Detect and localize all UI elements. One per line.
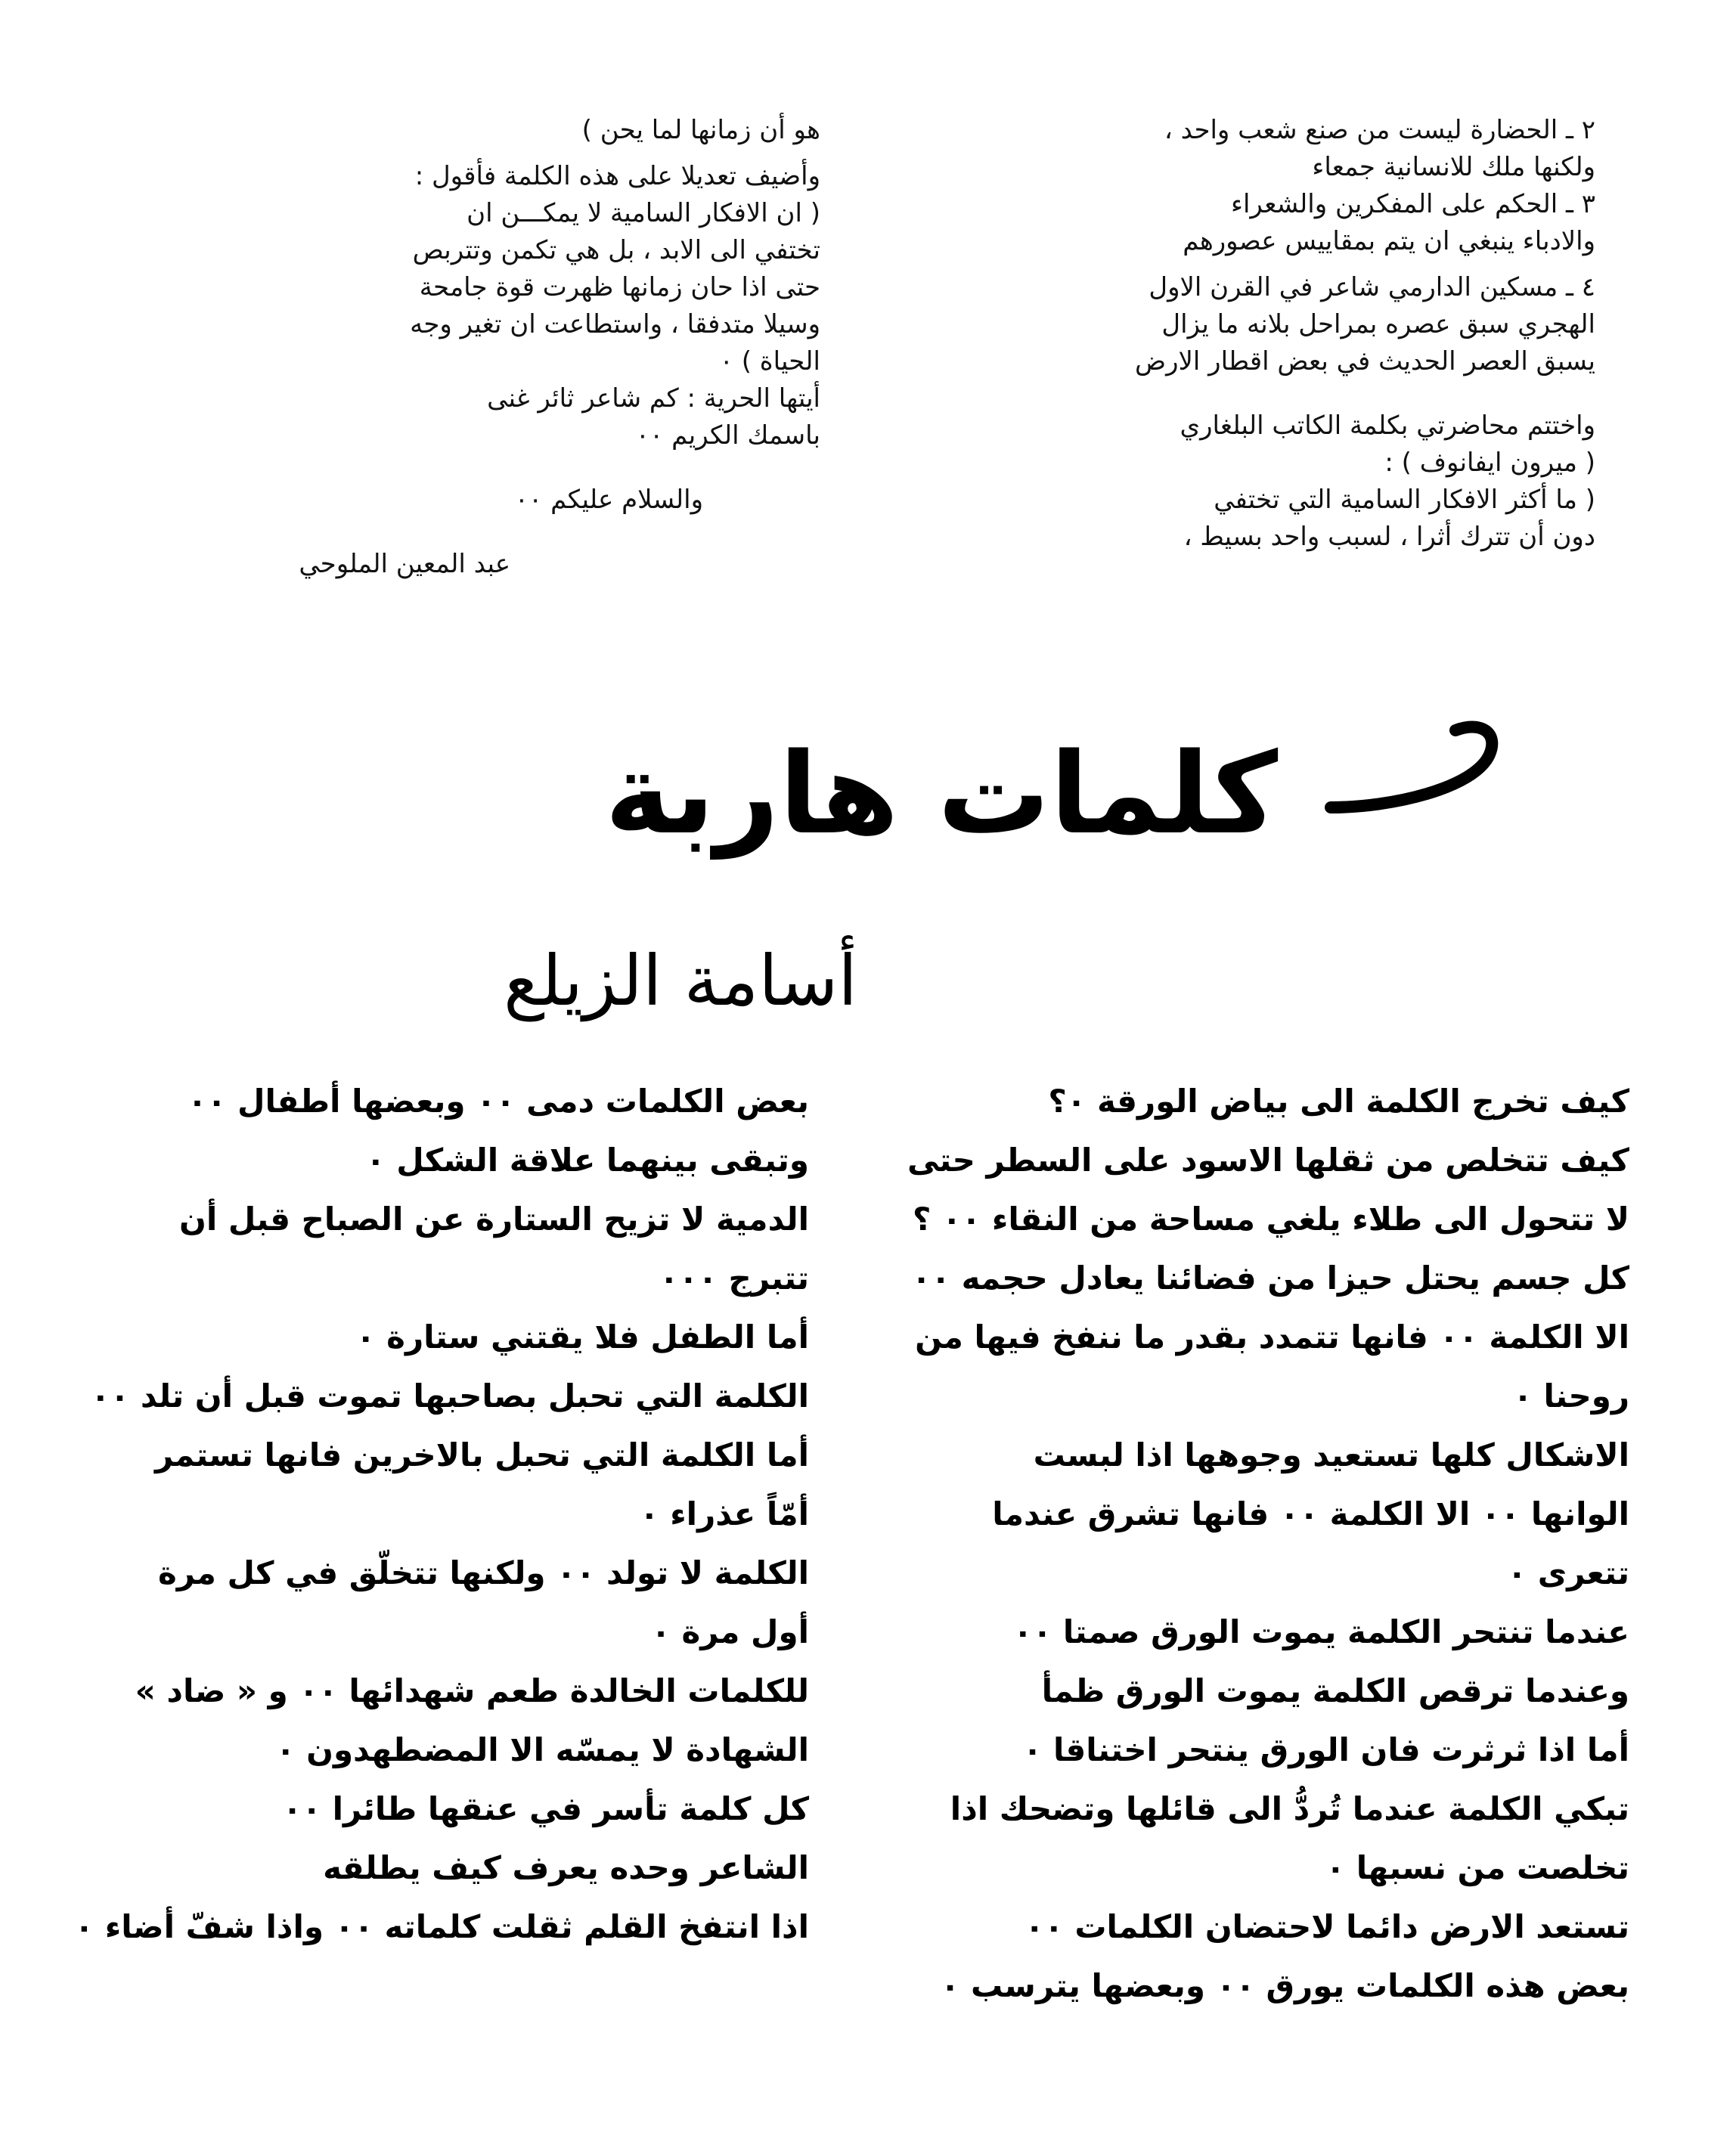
poem-line: وتبقى بينهما علاقة الشكل ٠ bbox=[366, 1142, 809, 1179]
intro-right-line: يسبق العصر الحديث في بعض اقطار الارض bbox=[1135, 346, 1595, 376]
intro-right-line: ولكنها ملك للانسانية جمعاء bbox=[1312, 152, 1595, 182]
intro-left-line: ( ان الافكار السامية لا يمكـــن ان bbox=[467, 198, 820, 228]
poem-line: أول مرة ٠ bbox=[651, 1613, 809, 1650]
signature-name: عبد المعين الملوحي bbox=[299, 549, 510, 579]
poem-line: كل جسم يحتل حيزا من فضائنا يعادل حجمه ٠٠ bbox=[911, 1260, 1629, 1297]
spacer bbox=[911, 260, 1595, 269]
intro-left-line: تختفي الى الابد ، بل هي تكمن وتتربص bbox=[412, 235, 820, 265]
poem-line: كل كلمة تأسر في عنقها طائرا ٠٠ bbox=[282, 1790, 809, 1827]
spacer bbox=[140, 519, 820, 546]
poem-line: عندما تنتحر الكلمة يموت الورق صمتا ٠٠ bbox=[1012, 1613, 1629, 1650]
intro-right-line: ٢ ـ الحضارة ليست من صنع شعب واحد ، bbox=[1164, 115, 1595, 145]
poem-line: لا تتحول الى طلاء يلغي مساحة من النقاء ٠٠ ؟ bbox=[912, 1201, 1629, 1238]
poem-line: الكلمة التي تحبل بصاحبها تموت قبل أن تلد ٠٠ bbox=[91, 1377, 809, 1415]
poem-line: كيف تخرج الكلمة الى بياض الورقة ٠؟ bbox=[1048, 1083, 1629, 1120]
poem-line: أمّاً عذراء ٠ bbox=[639, 1495, 809, 1532]
spacer bbox=[140, 149, 820, 158]
intro-left-line: حتى اذا حان زمانها ظهرت قوة جامحة bbox=[419, 272, 820, 302]
intro-right-line: ( ميرون ايفانوف ) : bbox=[1384, 448, 1595, 478]
intro-left-column bbox=[140, 112, 820, 583]
poem-line: الاشكال كلها تستعيد وجوهها اذا لبست bbox=[1033, 1436, 1629, 1473]
poem-line: الوانها ٠٠ الا الكلمة ٠٠ فانها تشرق عندما bbox=[992, 1495, 1629, 1532]
poem-line: بعض هذه الكلمات يورق ٠٠ وبعضها يترسب ٠ bbox=[940, 1967, 1629, 2004]
poem-line: روحنا ٠ bbox=[1513, 1377, 1629, 1415]
intro-left-line: أيتها الحرية : كم شاعر ثائر غنى bbox=[487, 383, 820, 414]
intro-left-line: باسمك الكريم ٠٠ bbox=[635, 420, 820, 451]
spacer bbox=[911, 380, 1595, 407]
poem-line: الكلمة لا تولد ٠٠ ولكنها تتخلّق في كل مرة bbox=[158, 1554, 809, 1591]
article-title: كلمات هاربة bbox=[604, 729, 1279, 859]
poem-line: الدمية لا تزيح الستارة عن الصباح قبل أن bbox=[178, 1201, 809, 1238]
poem-line: الشاعر وحده يعرف كيف يطلقه bbox=[323, 1849, 809, 1886]
intro-left-line: هو أن زمانها لما يحن ) bbox=[581, 115, 820, 145]
intro-right-line: دون أن تترك أثرا ، لسبب واحد بسيط ، bbox=[1183, 522, 1595, 552]
poem-line: تستعد الارض دائما لاحتضان الكلمات ٠٠ bbox=[1025, 1908, 1629, 1945]
poem-line: أما اذا ثرثرت فان الورق ينتحر اختناقا ٠ bbox=[1022, 1731, 1629, 1768]
poem-line: للكلمات الخالدة طعم شهدائها ٠٠ و « ضاد » bbox=[135, 1672, 809, 1709]
poem-line: الشهادة لا يمسّه الا المضطهدون ٠ bbox=[275, 1731, 809, 1768]
spacer bbox=[140, 454, 820, 482]
intro-right-line: الهجري سبق عصره بمراحل بلانه ما يزال bbox=[1161, 309, 1595, 339]
closing-greeting: والسلام عليكم ٠٠ bbox=[514, 485, 703, 515]
poem-line: الا الكلمة ٠٠ فانها تتمدد بقدر ما ننفخ فيها من bbox=[915, 1318, 1629, 1356]
intro-left-line: وأضيف تعديلا على هذه الكلمة فأقول : bbox=[414, 161, 820, 191]
poem-line: اذا انتفخ القلم ثقلت كلماته ٠٠ واذا شفّ أضاء ٠ bbox=[74, 1908, 809, 1945]
poem-right-column bbox=[907, 1072, 1629, 2016]
poem-line: كيف تتخلص من ثقلها الاسود على السطر حتى bbox=[907, 1142, 1629, 1179]
poem-line: أما الكلمة التي تحبل بالاخرين فانها تستمر bbox=[155, 1436, 809, 1473]
author-name: أسامة الزيلع bbox=[504, 940, 857, 1021]
intro-right-line: ( ما أكثر الافكار السامية التي تختفي bbox=[1214, 485, 1595, 515]
poem-line: وعندما ترقص الكلمة يموت الورق ظمأ bbox=[1041, 1672, 1629, 1709]
poem-left-column bbox=[74, 1072, 809, 1957]
intro-right-line: والادباء ينبغي ان يتم بمقاييس عصورهم bbox=[1183, 226, 1595, 256]
intro-left-line: الحياة ) ٠ bbox=[719, 346, 820, 376]
poem-line: تبكي الكلمة عندما تُردُّ الى قائلها وتضحك اذا bbox=[950, 1790, 1629, 1827]
intro-left-line: وسيلا متدفقا ، واستطاعت ان تغير وجه bbox=[410, 309, 820, 339]
intro-right-line: ٤ ـ مسكين الدارمي شاعر في القرن الاول bbox=[1149, 272, 1595, 302]
poem-line: أما الطفل فلا يقتني ستارة ٠ bbox=[355, 1318, 809, 1356]
intro-right-line: واختتم محاضرتي بكلمة الكاتب البلغاري bbox=[1180, 411, 1595, 441]
intro-right-line: ٣ ـ الحكم على المفكرين والشعراء bbox=[1231, 189, 1595, 219]
poem-line: بعض الكلمات دمى ٠٠ وبعضها أطفال ٠٠ bbox=[188, 1083, 809, 1120]
poem-line: تتبرج ٠٠٠ bbox=[659, 1260, 809, 1297]
poem-line: تخلصت من نسبها ٠ bbox=[1325, 1849, 1629, 1886]
poem-line: تتعرى ٠ bbox=[1507, 1554, 1629, 1591]
intro-right-column bbox=[911, 112, 1595, 556]
